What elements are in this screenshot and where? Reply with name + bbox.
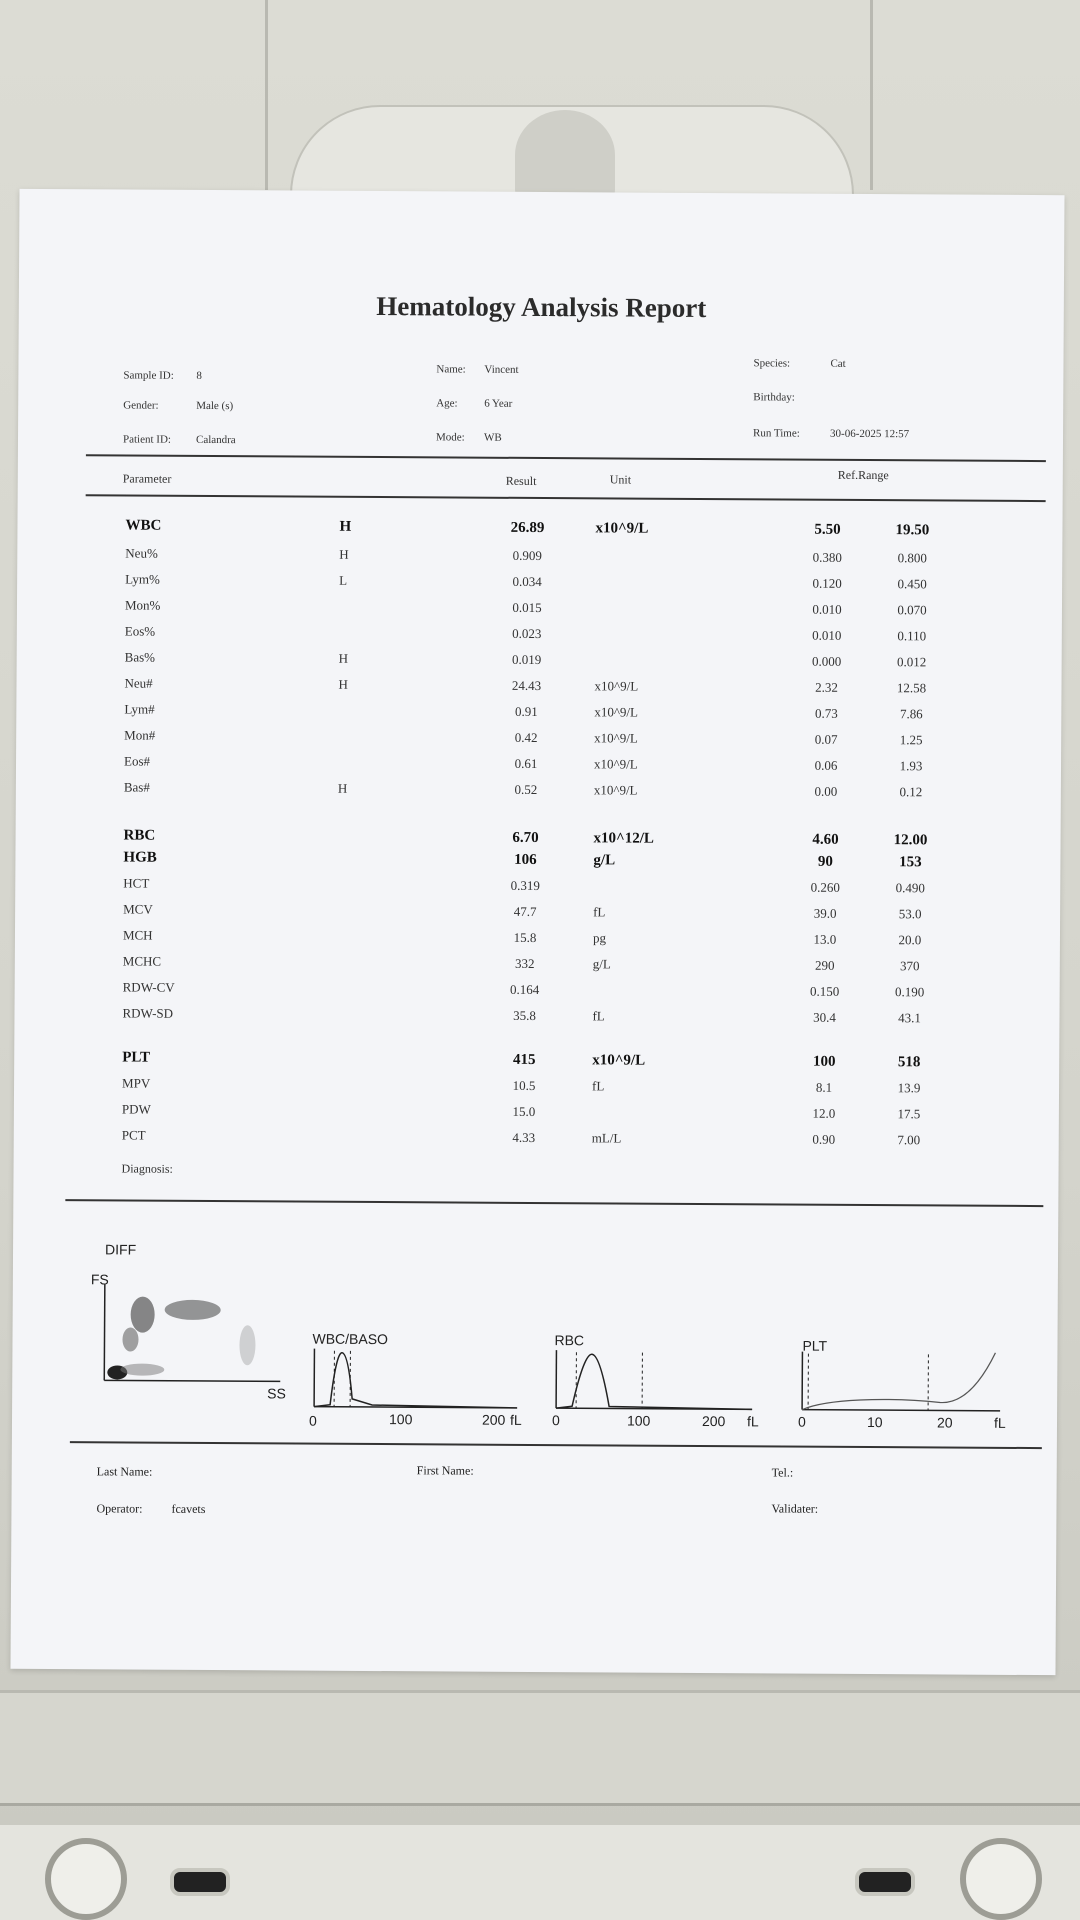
param-name: PDW bbox=[121, 1101, 151, 1117]
result-value: 0.164 bbox=[509, 981, 540, 998]
clip-knob bbox=[515, 110, 615, 200]
wall-seam bbox=[870, 0, 873, 190]
ref-low: 2.32 bbox=[815, 679, 838, 695]
ref-high: 1.25 bbox=[899, 732, 923, 748]
plt-histogram bbox=[800, 1352, 1005, 1418]
gender: Male (s) bbox=[196, 399, 234, 413]
unit: g/L bbox=[592, 956, 611, 972]
rbc-histogram bbox=[554, 1350, 754, 1416]
ref-low: 0.380 bbox=[812, 549, 842, 565]
param-name: Eos# bbox=[123, 753, 151, 769]
param-name: MPV bbox=[122, 1075, 151, 1091]
result-value: 0.61 bbox=[514, 755, 538, 771]
param-name: Bas% bbox=[124, 649, 156, 665]
ref-high: 0.012 bbox=[896, 654, 927, 670]
ref-high: 0.110 bbox=[897, 628, 927, 644]
ref-high: 518 bbox=[897, 1054, 921, 1071]
unit: fL bbox=[593, 904, 606, 920]
ref-high: 370 bbox=[900, 958, 920, 974]
ref-high: 20.0 bbox=[898, 932, 922, 948]
report-title: Hematology Analysis Report bbox=[376, 291, 707, 324]
param-name: RBC bbox=[123, 827, 156, 844]
ref-high: 12.00 bbox=[893, 832, 928, 849]
result-row-bas- bbox=[16, 779, 1061, 807]
operator: fcavets bbox=[171, 1501, 206, 1516]
operator-label: Operator: bbox=[96, 1501, 143, 1516]
result-value: 0.034 bbox=[512, 573, 542, 590]
ref-low: 0.260 bbox=[810, 879, 840, 895]
result-row-mon- bbox=[17, 597, 1062, 625]
mode-label: Mode: bbox=[435, 431, 465, 444]
result-row-rdw-cv bbox=[15, 979, 1060, 1007]
param-name: Lym% bbox=[125, 571, 160, 587]
result-value: 4.33 bbox=[512, 1129, 536, 1145]
run-time: 30-06-2025 12:57 bbox=[830, 427, 910, 441]
flag: H bbox=[339, 518, 352, 535]
species: Cat bbox=[830, 357, 846, 370]
param-name: WBC bbox=[125, 517, 162, 534]
ref-high: 12.58 bbox=[896, 680, 927, 696]
diff-title: DIFF bbox=[105, 1241, 137, 1258]
param-name: HGB bbox=[123, 849, 157, 866]
param-name: PLT bbox=[122, 1049, 151, 1066]
plt-histogram-svg bbox=[800, 1352, 1005, 1413]
param-name: Mon% bbox=[124, 597, 161, 613]
result-value: 332 bbox=[515, 955, 535, 971]
ref-low: 100 bbox=[812, 1053, 836, 1070]
plt-tick-0: 0 bbox=[797, 1413, 806, 1430]
slot-right bbox=[855, 1868, 915, 1896]
name: Vincent bbox=[484, 363, 519, 376]
graphs-rule bbox=[70, 1441, 1042, 1449]
result-value: 0.319 bbox=[510, 877, 540, 894]
unit: g/L bbox=[593, 852, 616, 869]
result-value: 0.015 bbox=[512, 599, 542, 616]
result-value: 26.89 bbox=[510, 519, 545, 537]
age: 6 Year bbox=[484, 397, 513, 410]
wbc-tick-200: 200 bbox=[481, 1411, 506, 1428]
unit: x10^12/L bbox=[593, 830, 655, 847]
result-value: 24.43 bbox=[511, 677, 542, 694]
unit: fL bbox=[592, 1078, 605, 1094]
columns-rule bbox=[86, 494, 1046, 502]
result-row-plt bbox=[14, 1049, 1059, 1077]
result-value: 0.019 bbox=[511, 651, 542, 668]
wbc-unit: fL bbox=[509, 1411, 522, 1428]
unit: x10^9/L bbox=[592, 1052, 646, 1069]
ref-low: 90 bbox=[817, 853, 833, 870]
param-name: RDW-SD bbox=[122, 1005, 174, 1021]
result-value: 47.7 bbox=[513, 903, 537, 919]
result-row-neu- bbox=[17, 545, 1062, 573]
result-value: 0.91 bbox=[514, 703, 538, 719]
param-name: HCT bbox=[123, 875, 150, 891]
param-name: Eos% bbox=[124, 623, 156, 639]
ref-high: 13.9 bbox=[897, 1080, 921, 1096]
ref-high: 0.190 bbox=[894, 984, 925, 1000]
wbc-histogram bbox=[312, 1349, 522, 1415]
result-value: 15.0 bbox=[512, 1103, 536, 1119]
unit: fL bbox=[592, 1008, 605, 1024]
plt-tick-20: 20 bbox=[936, 1414, 953, 1431]
result-value: 106 bbox=[514, 851, 537, 868]
first-name-label: First Name: bbox=[416, 1463, 474, 1478]
ref-high: 19.50 bbox=[895, 522, 930, 539]
report-paper bbox=[10, 189, 1064, 1675]
result-row-mch bbox=[15, 927, 1060, 955]
result-value: 35.8 bbox=[513, 1007, 536, 1023]
result-value: 10.5 bbox=[512, 1077, 536, 1093]
header-rule bbox=[86, 454, 1046, 462]
last-name-label: Last Name: bbox=[96, 1464, 153, 1479]
ref-high: 0.490 bbox=[895, 880, 925, 896]
param-name: Neu% bbox=[125, 545, 158, 561]
param-name: Lym# bbox=[124, 701, 155, 717]
param-name: Mon# bbox=[124, 727, 156, 743]
result-value: 415 bbox=[512, 1051, 536, 1068]
ref-low: 0.06 bbox=[814, 757, 838, 773]
result-value: 0.909 bbox=[512, 547, 542, 564]
ref-high: 7.00 bbox=[897, 1132, 921, 1148]
rbc-tick-0: 0 bbox=[551, 1412, 560, 1429]
unit: x10^9/L bbox=[593, 756, 638, 772]
ref-low: 0.010 bbox=[812, 627, 842, 643]
result-value: 0.52 bbox=[514, 781, 538, 797]
param-name: PCT bbox=[121, 1127, 146, 1143]
ref-high: 43.1 bbox=[898, 1010, 921, 1026]
ref-high: 0.070 bbox=[897, 602, 927, 618]
wbc-histogram-svg bbox=[312, 1349, 522, 1410]
result-row-rdw-sd bbox=[14, 1005, 1059, 1033]
ref-low: 0.07 bbox=[814, 731, 838, 747]
plt-tick-10: 10 bbox=[866, 1414, 883, 1431]
result-row-eos- bbox=[17, 623, 1062, 651]
unit: pg bbox=[592, 930, 607, 946]
validater-label: Validater: bbox=[771, 1501, 819, 1516]
col-parameter: Parameter bbox=[122, 471, 172, 486]
ref-low: 0.73 bbox=[814, 705, 838, 721]
patient-id-label: Patient ID: bbox=[122, 433, 172, 446]
result-value: 6.70 bbox=[512, 829, 539, 847]
unit: x10^9/L bbox=[595, 520, 649, 537]
ref-low: 0.150 bbox=[809, 983, 840, 999]
ref-low: 30.4 bbox=[813, 1009, 836, 1025]
ref-low: 0.120 bbox=[812, 575, 842, 591]
diff-x-axis: SS bbox=[267, 1385, 286, 1402]
param-name: MCHC bbox=[122, 953, 162, 969]
ref-low: 4.60 bbox=[812, 831, 839, 848]
result-row-mcv bbox=[15, 901, 1060, 929]
rbc-tick-200: 200 bbox=[701, 1413, 726, 1430]
ref-low: 0.00 bbox=[814, 783, 838, 799]
result-row-mon- bbox=[16, 727, 1061, 755]
plt-title: PLT bbox=[802, 1337, 828, 1354]
rbc-histogram-svg bbox=[554, 1350, 754, 1411]
col-unit: Unit bbox=[609, 472, 632, 487]
wbc-tick-0: 0 bbox=[308, 1412, 317, 1429]
ref-low: 5.50 bbox=[814, 521, 841, 538]
tel-label: Tel.: bbox=[771, 1465, 794, 1480]
left-hook bbox=[45, 1838, 127, 1920]
age-label: Age: bbox=[436, 397, 458, 410]
param-name: MCV bbox=[123, 901, 153, 917]
param-name: RDW-CV bbox=[122, 979, 175, 995]
result-row-lym- bbox=[16, 701, 1061, 729]
ref-high: 17.5 bbox=[897, 1106, 921, 1122]
diagnosis-rule bbox=[65, 1199, 1043, 1207]
rbc-title: RBC bbox=[554, 1332, 585, 1349]
ref-high: 53.0 bbox=[898, 906, 922, 922]
result-row-pct bbox=[14, 1127, 1059, 1155]
rbc-unit: fL bbox=[746, 1413, 759, 1430]
diff-y-axis: FS bbox=[90, 1271, 109, 1288]
result-row-mchc bbox=[15, 953, 1060, 981]
ref-high: 0.450 bbox=[897, 576, 927, 592]
ref-low: 13.0 bbox=[813, 931, 837, 947]
ref-low: 0.000 bbox=[811, 653, 842, 669]
result-value: 0.023 bbox=[512, 625, 542, 642]
result-row-neu- bbox=[16, 675, 1061, 703]
wall-seam bbox=[265, 0, 268, 190]
ref-low: 0.90 bbox=[812, 1131, 836, 1147]
flag: H bbox=[339, 546, 349, 562]
sample-id-label: Sample ID: bbox=[123, 369, 174, 382]
result-value: 0.42 bbox=[514, 729, 538, 745]
mode: WB bbox=[483, 431, 502, 444]
diff-scatter-plot bbox=[102, 1284, 283, 1390]
species-label: Species: bbox=[753, 357, 791, 370]
gender-label: Gender: bbox=[123, 399, 159, 412]
slot-left bbox=[170, 1868, 230, 1896]
run-time-label: Run Time: bbox=[753, 427, 800, 440]
ref-high: 0.800 bbox=[897, 550, 927, 566]
name-label: Name: bbox=[436, 363, 466, 376]
ref-low: 290 bbox=[815, 957, 835, 973]
unit: x10^9/L bbox=[593, 782, 638, 798]
rbc-tick-100: 100 bbox=[626, 1412, 651, 1429]
col-result: Result bbox=[505, 473, 537, 488]
patient-id: Calandra bbox=[195, 433, 236, 447]
ref-low: 12.0 bbox=[812, 1105, 836, 1121]
result-row-mpv bbox=[14, 1075, 1059, 1103]
diff-scatter-svg bbox=[102, 1284, 283, 1385]
param-name: MCH bbox=[122, 927, 153, 943]
flag: H bbox=[337, 780, 348, 796]
diagnosis-label: Diagnosis: bbox=[121, 1161, 173, 1176]
tray-ledge bbox=[0, 1690, 1080, 1806]
ref-low: 39.0 bbox=[813, 905, 837, 921]
unit: x10^9/L bbox=[594, 678, 639, 694]
ref-high: 153 bbox=[899, 854, 922, 871]
ref-high: 0.12 bbox=[899, 784, 923, 800]
result-row-wbc bbox=[17, 517, 1062, 545]
flag: H bbox=[338, 650, 349, 666]
unit: x10^9/L bbox=[594, 704, 639, 720]
ref-high: 1.93 bbox=[899, 758, 923, 774]
result-row-hct bbox=[15, 875, 1060, 903]
result-row-bas- bbox=[17, 649, 1062, 677]
result-value: 15.8 bbox=[513, 929, 537, 945]
right-hook bbox=[960, 1838, 1042, 1920]
unit: mL/L bbox=[591, 1130, 622, 1146]
result-row-lym- bbox=[17, 571, 1062, 599]
birthday-label: Birthday: bbox=[753, 391, 795, 404]
param-name: Bas# bbox=[123, 779, 150, 795]
wbc-tick-100: 100 bbox=[388, 1411, 413, 1428]
flag: L bbox=[339, 572, 348, 588]
ref-low: 8.1 bbox=[815, 1079, 833, 1095]
param-name: Neu# bbox=[124, 675, 153, 691]
plt-unit: fL bbox=[993, 1414, 1006, 1431]
unit: x10^9/L bbox=[594, 730, 638, 746]
ref-high: 7.86 bbox=[899, 706, 923, 722]
wbc-title: WBC/BASO bbox=[312, 1330, 389, 1348]
result-row-eos- bbox=[16, 753, 1061, 781]
ref-low: 0.010 bbox=[812, 601, 842, 617]
flag: H bbox=[338, 676, 348, 692]
result-row-pdw bbox=[14, 1101, 1059, 1129]
sample-id: 8 bbox=[196, 369, 202, 382]
col-ref-range: Ref.Range bbox=[837, 467, 889, 483]
bottom-rail bbox=[0, 1825, 1080, 1920]
